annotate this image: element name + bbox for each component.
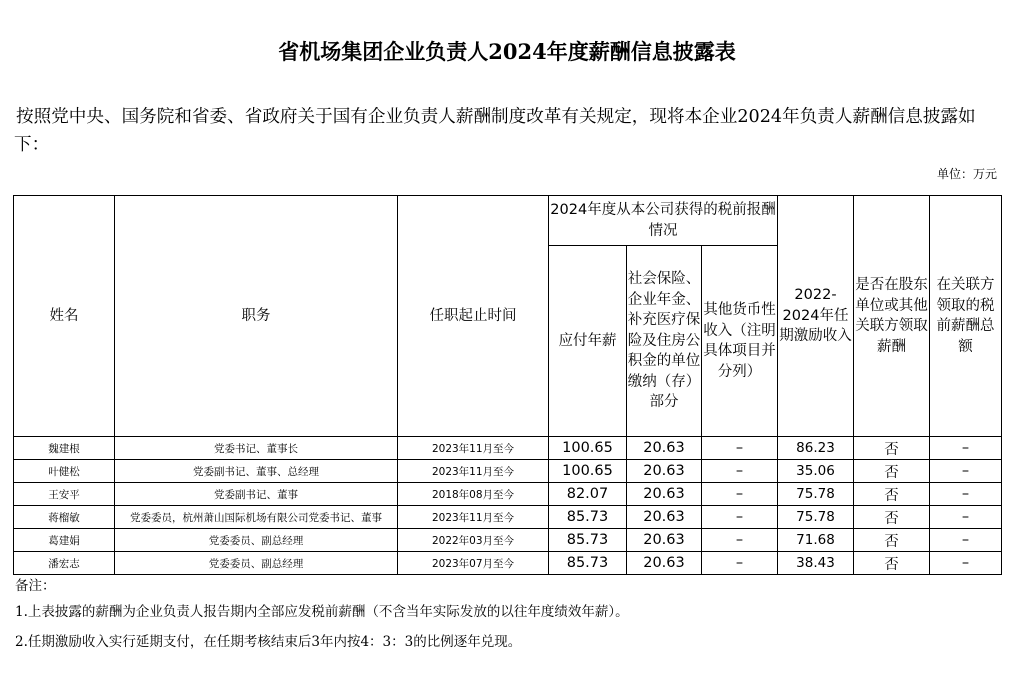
cell-incentive: 86.23 <box>778 437 854 460</box>
table-row <box>14 437 1002 460</box>
header-shareholder: 是否在股东单位或其他关联方领取薪酬 <box>854 196 930 437</box>
cell-salary: 85.73 <box>549 552 627 575</box>
table-row <box>14 552 1002 575</box>
intro-paragraph: 按照党中央、国务院和省委、省政府关于国有企业负责人薪酬制度改革有关规定，现将本企业2024年负责人薪酬信息披露如下： <box>14 107 976 155</box>
cell-term: 2022年03月至今 <box>398 529 549 552</box>
header-related-total: 在关联方领取的税前薪酬总额 <box>930 196 1002 437</box>
cell-term: 2023年07月至今 <box>398 552 549 575</box>
cell-name: 葛建娟 <box>14 529 115 552</box>
cell-name: 潘宏志 <box>14 552 115 575</box>
cell-salary: 100.65 <box>549 460 627 483</box>
cell-name: 蒋榴敏 <box>14 506 115 529</box>
notes <box>15 574 1000 660</box>
header-name: 姓名 <box>14 196 115 437</box>
cell-salary: 82.07 <box>549 483 627 506</box>
cell-social: 20.63 <box>627 552 702 575</box>
cell-other-income: – <box>702 460 778 483</box>
cell-name: 王安平 <box>14 483 115 506</box>
cell-salary: 85.73 <box>549 506 627 529</box>
salary-table <box>13 195 1002 575</box>
cell-position: 党委委员，杭州萧山国际机场有限公司党委书记、董事 <box>115 506 398 529</box>
cell-other-income: – <box>702 506 778 529</box>
cell-incentive: 38.43 <box>778 552 854 575</box>
cell-shareholder: 否 <box>854 506 930 529</box>
cell-position: 党委委员、副总经理 <box>115 552 398 575</box>
cell-other-income: – <box>702 437 778 460</box>
header-incentive: 2022-2024年任期激励收入 <box>778 196 854 437</box>
header-pretax-group: 2024年度从本公司获得的税前报酬情况 <box>549 196 778 246</box>
cell-shareholder: 否 <box>854 483 930 506</box>
cell-related-total: – <box>930 529 1002 552</box>
header-other-income: 其他货币性收入（注明具体项目并分列） <box>702 246 778 437</box>
cell-social: 20.63 <box>627 437 702 460</box>
cell-term: 2018年08月至今 <box>398 483 549 506</box>
cell-incentive: 75.78 <box>778 506 854 529</box>
cell-position: 党委委员、副总经理 <box>115 529 398 552</box>
table-row <box>14 506 1002 529</box>
cell-related-total: – <box>930 437 1002 460</box>
header-social-insurance: 社会保险、企业年金、补充医疗保险及住房公积金的单位缴纳（存）部分 <box>627 246 702 437</box>
header-position: 职务 <box>115 196 398 437</box>
cell-related-total: – <box>930 460 1002 483</box>
cell-position: 党委书记、董事长 <box>115 437 398 460</box>
page-title: 省机场集团企业负责人2024年度薪酬信息披露表 <box>278 39 736 64</box>
cell-name: 魏建根 <box>14 437 115 460</box>
cell-term: 2023年11月至今 <box>398 460 549 483</box>
header-salary: 应付年薪 <box>549 246 627 437</box>
cell-term: 2023年11月至今 <box>398 506 549 529</box>
cell-shareholder: 否 <box>854 437 930 460</box>
cell-other-income: – <box>702 529 778 552</box>
cell-position: 党委副书记、董事 <box>115 483 398 506</box>
cell-social: 20.63 <box>627 529 702 552</box>
cell-other-income: – <box>702 552 778 575</box>
cell-social: 20.63 <box>627 506 702 529</box>
note-item: 1.上表披露的薪酬为企业负责人报告期内全部应发税前薪酬（不含当年实际发放的以往年度绩效年薪）。 <box>15 604 629 620</box>
unit-label: 单位：万元 <box>936 167 997 181</box>
cell-social: 20.63 <box>627 460 702 483</box>
cell-other-income: – <box>702 483 778 506</box>
notes-heading: 备注： <box>15 578 56 594</box>
cell-shareholder: 否 <box>854 529 930 552</box>
cell-position: 党委副书记、董事、总经理 <box>115 460 398 483</box>
header-term: 任职起止时间 <box>398 196 549 437</box>
cell-incentive: 71.68 <box>778 529 854 552</box>
cell-related-total: – <box>930 552 1002 575</box>
table-row <box>14 460 1002 483</box>
cell-shareholder: 否 <box>854 552 930 575</box>
cell-social: 20.63 <box>627 483 702 506</box>
table-row <box>14 529 1002 552</box>
table-row <box>14 483 1002 506</box>
cell-salary: 100.65 <box>549 437 627 460</box>
cell-term: 2023年11月至今 <box>398 437 549 460</box>
cell-salary: 85.73 <box>549 529 627 552</box>
cell-incentive: 35.06 <box>778 460 854 483</box>
note-item: 2.任期激励收入实行延期支付，在任期考核结束后3年内按4：3：3的比例逐年兑现。 <box>15 634 522 650</box>
cell-related-total: – <box>930 483 1002 506</box>
cell-incentive: 75.78 <box>778 483 854 506</box>
cell-related-total: – <box>930 506 1002 529</box>
cell-shareholder: 否 <box>854 460 930 483</box>
cell-name: 叶健松 <box>14 460 115 483</box>
